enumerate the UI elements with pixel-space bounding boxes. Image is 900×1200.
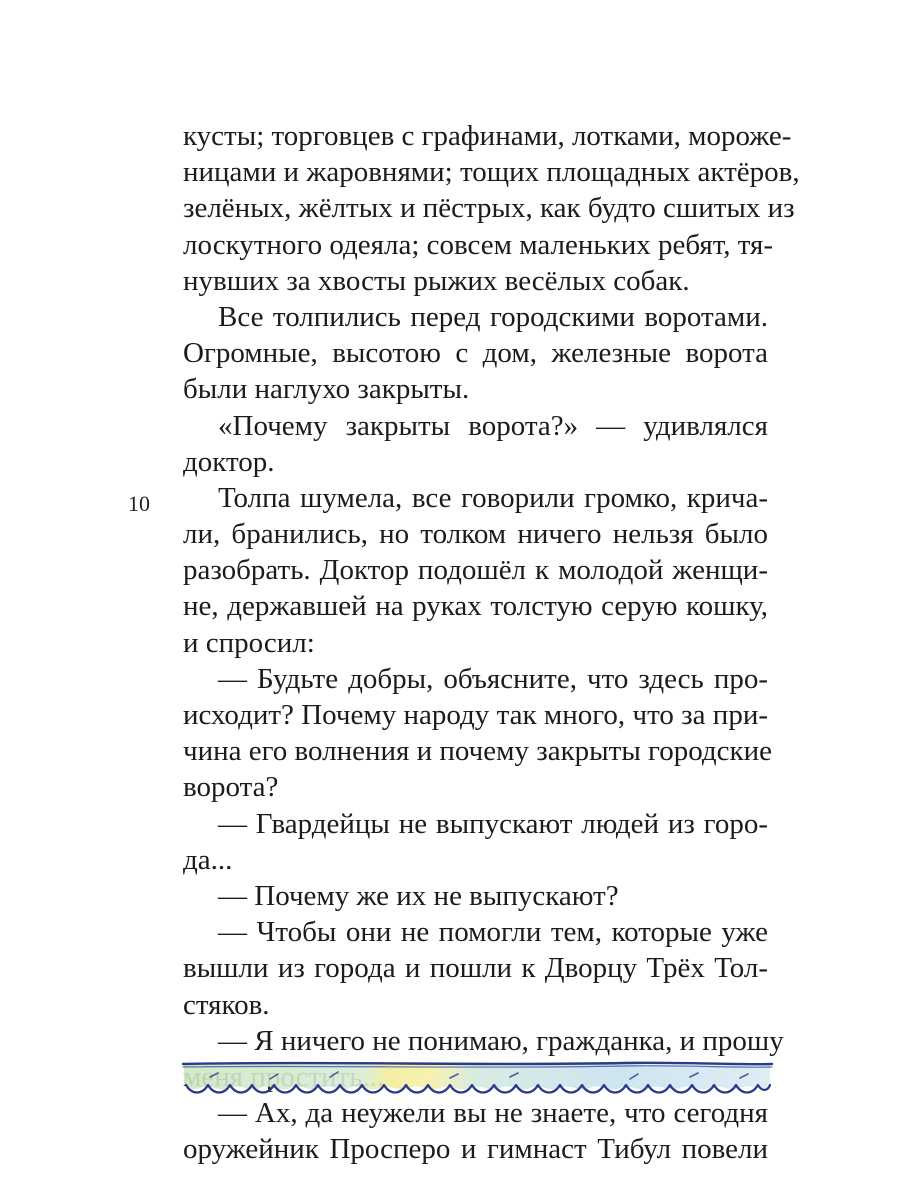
text-line: зелёных, жёлтых и пёстрых, как будто сшитых из: [183, 192, 795, 225]
text-line: лоскутного одеяла; совсем маленьких ребят, тя-: [183, 228, 773, 261]
text-line: Все толпились перед городскими воротами.: [218, 300, 768, 333]
scalloped-border-icon: [180, 1055, 775, 1100]
text-line: — Чтобы они не помогли тем, которые уже: [218, 916, 768, 949]
text-line: Толпа шумела, все говорили громко, крича-: [218, 481, 768, 514]
text-line: нувших за хвосты рыжих весёлых собак.: [183, 264, 690, 297]
text-line: стяков.: [183, 988, 270, 1021]
body-text: [183, 118, 800, 1167]
text-line: «Почему закрыты ворота?» — удивлялся: [218, 409, 768, 442]
text-line: чина его волнения и почему закрыты городские: [183, 735, 772, 768]
text-line: Огромные, высотою с дом, железные ворота: [183, 337, 768, 370]
text-line: ли, бранились, но толком ничего нельзя было: [183, 518, 768, 551]
text-line: — Ах, да неужели вы не знаете, что сегодня: [218, 1097, 768, 1130]
text-line: исходит? Почему народу так много, что за при-: [183, 699, 768, 731]
text-line: оружейник Просперо и гимнаст Тибул повели: [183, 1133, 768, 1166]
text-line: кусты; торговцев с графинами, лотками, мороже-: [183, 120, 792, 152]
margin-line-number: 10: [128, 491, 150, 516]
text-line: вышли из города и пошли к Дворцу Трёх Тол-: [183, 952, 768, 985]
text-line: разобрать. Доктор подошёл к молодой женщи-: [183, 554, 768, 587]
text-line: — Я ничего не понимаю, гражданка, и прошу: [218, 1024, 784, 1057]
text-line: и спросил:: [183, 626, 315, 659]
text-line: — Будьте добры, объясните, что здесь про-: [218, 662, 768, 695]
text-line: ницами и жаровнями; тощих площадных актёров,: [183, 156, 800, 189]
text-line: да...: [183, 843, 233, 876]
text-line: были наглухо закрыты.: [183, 373, 470, 406]
text-line: ворота?: [183, 771, 279, 804]
text-line: не, державшей на руках толстую серую кошку,: [183, 590, 768, 623]
text-line: — Почему же их не выпускают?: [218, 879, 619, 912]
text-line: доктор.: [183, 445, 275, 478]
text-line: — Гвардейцы не выпускают людей из горо-: [218, 807, 768, 840]
